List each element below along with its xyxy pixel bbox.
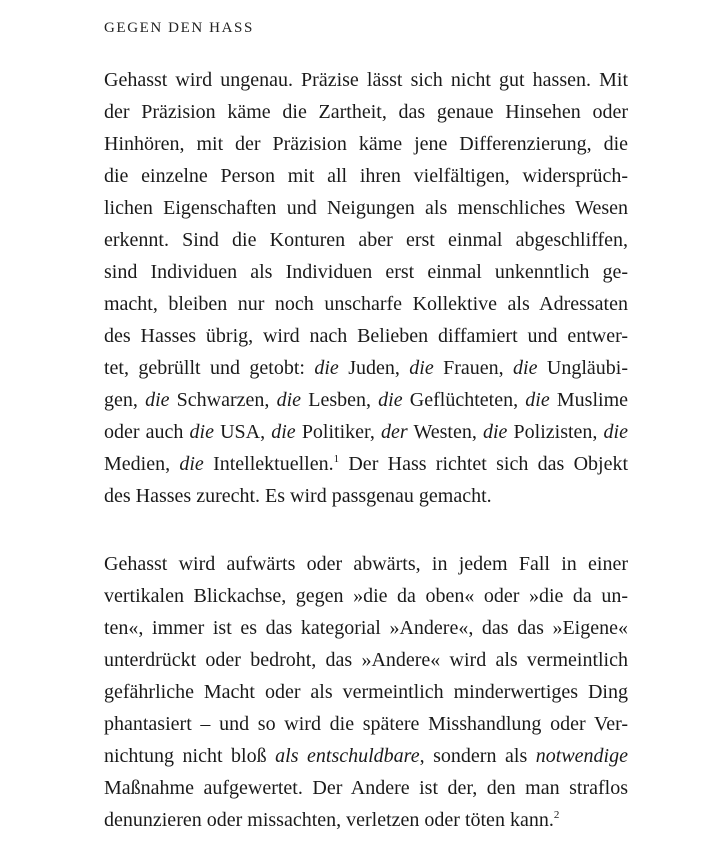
text-line: des Hasses zurecht. Es wird passgenau gemacht. (104, 485, 492, 507)
text-line: des Hasses übrig, wird nach Belieben diffamiert und entwer- (104, 325, 628, 347)
text-line: Maßnahme aufgewertet. Der Andere ist der, den man straflos (104, 777, 628, 799)
text-line: oder auch die USA, die Politiker, der Westen, die Polizisten, die (104, 421, 628, 443)
text-line: nichtung nicht bloß als entschuldbare, sondern als notwendige (104, 745, 628, 767)
text-line: tet, gebrüllt und getobt: die Juden, die Frauen, die Ungläubi- (104, 357, 628, 379)
text-line: macht, bleiben nur noch unscharfe Kollektive als Adressaten (104, 293, 628, 315)
text-line: gen, die Schwarzen, die Lesben, die Geflüchteten, die Muslime (104, 389, 628, 411)
text-line: Hinhören, mit der Präzision käme jene Differenzierung, die (104, 133, 628, 155)
text-line: gefährliche Macht oder als vermeintlich minderwertiges Ding (104, 681, 628, 703)
text-line: Medien, die Intellektuellen.$^1$ Der Hass richtet sich das Objekt (104, 453, 628, 475)
paragraph-1 (104, 64, 628, 512)
text-line: Gehasst wird ungenau. Präzise lässt sich nicht gut hassen. Mit (104, 69, 628, 91)
text-line: ten«, immer ist es das kategorial »Andere«, das das »Eigene« (104, 617, 628, 639)
text-line: denunzieren oder missachten, verletzen oder töten kann.$^2$ (104, 809, 560, 831)
text-line: die einzelne Person mit all ihren vielfältigen, widersprüch- (104, 165, 628, 187)
text-line: vertikalen Blickachse, gegen »die da oben« oder »die da un- (104, 585, 628, 607)
text-line: phantasiert – und so wird die spätere Misshandlung oder Ver- (104, 713, 628, 735)
text-line: erkennt. Sind die Konturen aber erst einmal abgeschliffen, (104, 229, 628, 251)
text-line: lichen Eigenschaften und Neigungen als menschliches Wesen (104, 197, 628, 219)
text-line: sind Individuen als Individuen erst einmal unkenntlich ge- (104, 261, 628, 283)
text-line: unterdrückt oder bedroht, das »Andere« wird als vermeintlich (104, 649, 628, 671)
paragraph-2 (104, 548, 628, 836)
text-line: Gehasst wird aufwärts oder abwärts, in jedem Fall in einer (104, 553, 628, 575)
text-line: der Präzision käme die Zartheit, das genaue Hinsehen oder (104, 101, 628, 123)
running-head: GEGEN DEN HASS (104, 20, 254, 36)
